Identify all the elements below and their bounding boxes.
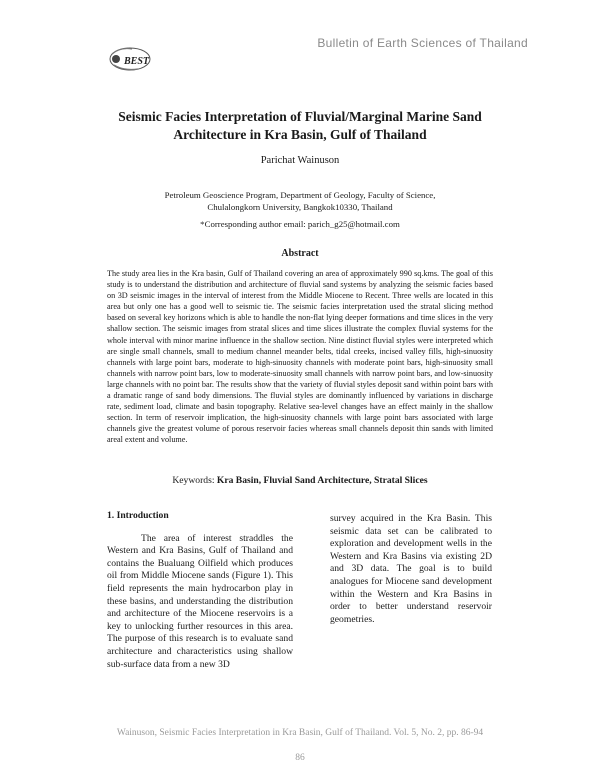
logo-text: BEST — [124, 56, 150, 67]
footer-citation: Wainuson, Seismic Facies Interpretation in Kra Basin, Gulf of Thailand. Vol. 5, No. 2, pp. 86-94 — [116, 728, 484, 738]
intro-paragraph-continued: survey acquired in the Kra Basin. This seismic data set can be calibrated to exploration and development wells in the Western and Kra Basins via existing 2D and 3D data. The goal is to build analogues for Miocene sand development within the Western and Kra Basins in order to better understand reservoir geometries. — [330, 513, 492, 625]
abstract-body: The study area lies in the Kra basin, Gulf of Thailand covering an area of approximately 990 sq.kms. The goal of this study is to understand the distribution and architecture of fluvial sand systems by analyzing the seismic facies based on 3D seismic images in the interval of interest from the Middle Miocene to Recent. Three wells are located in this area but only one has a good well to seismic tie. The seismic facies interpretation used the stratal slicing method based on several key horizons which is able to handle the non-flat lying deeper formations and time slices in the very shallow section. The seismic images from stratal slices and time slices illustrate the complex fluvial systems for the whole interval with minor marine influence in the shallow section. Nine distinct fluvial styles were interpreted which are single small channels, small to medium channel meander belts, tidal creeks, incised valley fills, high-sinuosity channels with large point bars, moderate to high-sinuosity channels with moderate point bars, high-sinuosity small channels with narrow point bars, low to moderate-sinuosity small channels with narrow point bars, and low-sinuosity large channels with no point bar. The results show that the variety of fluvial styles deposit sand within point bars with a dramatic range of sand body dimensions. The fluvial styles are dominantly influenced by variations in discharge rate, sediment load, climate and basin topography. Relative sea-level changes have an effect mainly in the shallow section. In term of reservoir implication, the high-sinuosity channels with large point bars associated with large channels give the greatest volume of porous reservoir facies whereas small channels deposit thin sands with limited areal extent and volume. — [107, 269, 493, 445]
page-number: 86 — [295, 753, 305, 763]
affiliation — [120, 189, 480, 213]
affiliation-line: Petroleum Geoscience Program, Department of Geology, Faculty of Science, — [164, 190, 436, 200]
intro-left-column — [107, 510, 293, 671]
keywords-text: Kra Basin, Fluvial Sand Architecture, Stratal Slices — [216, 475, 428, 486]
author-name: Parichat Wainuson — [260, 155, 340, 166]
paper-title: Seismic Facies Interpretation of Fluvial/Marginal Marine Sand Architecture in Kra Basin, Gulf of Thailand — [118, 109, 482, 142]
journal-name: Bulletin of Earth Sciences of Thailand — [317, 36, 528, 50]
section-heading: 1. Introduction — [107, 510, 169, 521]
keywords — [0, 475, 600, 486]
keywords-separator: : — [211, 475, 217, 486]
abstract-heading: Abstract — [281, 248, 319, 259]
keywords-label: Keywords — [172, 475, 212, 486]
affiliation-line: Chulalongkorn University, Bangkok10330, Thailand — [207, 202, 393, 212]
intro-paragraph: The area of interest straddles the Western and Kra Basins, Gulf of Thailand and contains the Bualuang Oilfield which produces oil from Middle Miocene sands (Figure 1). This field represents the main hydrocarbon play in these basins, and understanding the distribution and architecture of the Miocene reservoirs is a key to unlocking further resources in this area. The purpose of this research is to evaluate sand architecture and characteristics using shallow sub-surface data from a new 3D — [107, 532, 293, 670]
intro-right-column — [330, 513, 492, 626]
corresponding-email: *Corresponding author email: parich_g25@hotmail.com — [200, 219, 400, 229]
